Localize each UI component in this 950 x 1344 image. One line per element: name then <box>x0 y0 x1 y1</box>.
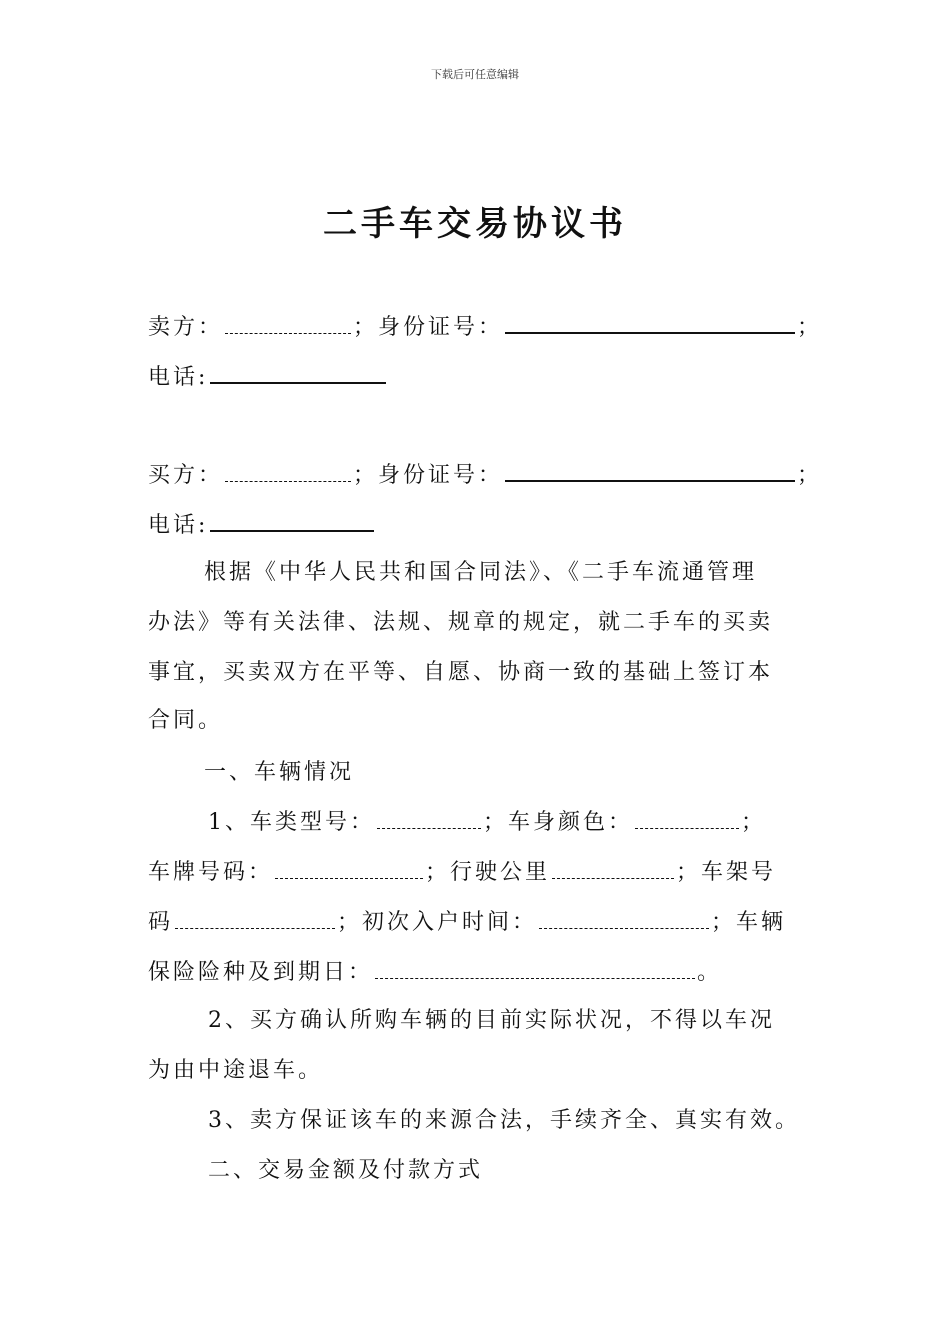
section2-heading: 二、交易金额及付款方式 <box>208 1158 484 1183</box>
buyer-label: 买方： <box>148 463 224 488</box>
separator: ； <box>741 810 767 835</box>
period: 。 <box>697 960 723 985</box>
registration-date-label: ；初次入户时间： <box>337 910 538 935</box>
vehicle-label: ；车辆 <box>711 910 787 935</box>
intro-line: 合同。 <box>148 708 224 733</box>
vehicle-color-blank[interactable] <box>635 806 739 829</box>
plate-number-blank[interactable] <box>275 856 423 879</box>
buyer-end: ； <box>797 463 823 488</box>
vehicle-model-blank[interactable] <box>377 806 481 829</box>
document-title: 二手车交易协议书 <box>323 204 627 244</box>
vehicle-line-1 <box>208 806 766 838</box>
seller-end: ； <box>797 315 823 340</box>
item3-line: 3、卖方保证该车的来源合法，手续齐全、真实有效。 <box>208 1108 800 1133</box>
buyer-name-blank[interactable] <box>225 459 351 482</box>
buyer-phone-blank[interactable] <box>210 508 374 532</box>
intro-line: 根据《中华人民共和国合同法》、《二手车流通管理 <box>204 560 758 585</box>
seller-line <box>148 310 822 343</box>
vin-label-cont: 码 <box>148 910 174 935</box>
seller-phone-line <box>148 360 388 393</box>
vin-blank[interactable] <box>175 906 335 929</box>
plate-number-label: 车牌号码： <box>148 860 274 885</box>
vehicle-color-label: ；车身颜色： <box>483 810 634 835</box>
seller-id-label: ；身份证号： <box>353 315 504 340</box>
section1-heading: 一、车辆情况 <box>204 760 355 785</box>
seller-id-blank[interactable] <box>505 310 795 334</box>
vehicle-line-2 <box>148 856 776 888</box>
buyer-line <box>148 458 822 491</box>
registration-date-blank[interactable] <box>539 906 709 929</box>
page-header: 下载后可任意编辑 <box>431 68 519 81</box>
seller-label: 卖方： <box>148 315 224 340</box>
vin-label: ；车架号 <box>676 860 777 885</box>
insurance-label: 保险险种及到期日： <box>148 960 374 985</box>
vehicle-model-label: 1、车类型号： <box>208 810 375 835</box>
vehicle-line-3 <box>148 906 786 938</box>
insurance-blank[interactable] <box>375 956 695 979</box>
seller-phone-label: 电话: <box>148 365 209 390</box>
vehicle-line-4 <box>148 956 722 988</box>
intro-line: 事宜，买卖双方在平等、自愿、协商一致的基础上签订本 <box>148 660 774 685</box>
buyer-phone-label: 电话: <box>148 513 209 538</box>
mileage-blank[interactable] <box>552 856 674 879</box>
seller-phone-blank[interactable] <box>210 360 386 384</box>
buyer-id-label: ；身份证号： <box>353 463 504 488</box>
buyer-id-blank[interactable] <box>505 458 795 482</box>
item2-line: 为由中途退车。 <box>148 1058 324 1083</box>
buyer-phone-line <box>148 508 376 541</box>
item2-line: 2、买方确认所购车辆的目前实际状况，不得以车况 <box>208 1008 775 1033</box>
mileage-label: ；行驶公里 <box>425 860 551 885</box>
intro-line: 办法》等有关法律、法规、规章的规定，就二手车的买卖 <box>148 610 774 635</box>
seller-name-blank[interactable] <box>225 311 351 334</box>
